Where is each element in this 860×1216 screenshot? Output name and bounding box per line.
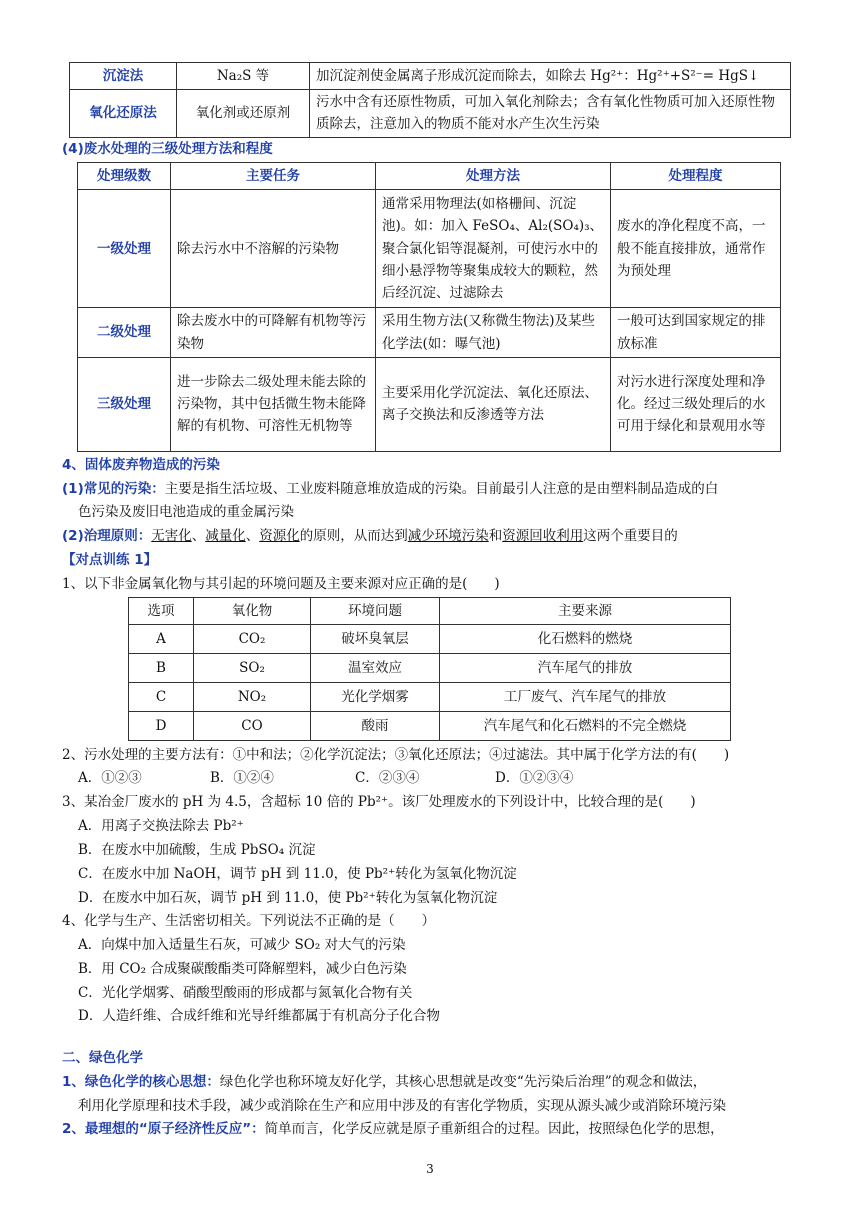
task-cell: 除去污水中不溶解的污染物	[171, 190, 376, 308]
paragraph	[62, 479, 718, 499]
paragraph-text: 绿色化学也称环境友好化学，其核心思想就是改变“先污染后治理”的观念和做法，	[219, 1074, 707, 1090]
task-cell: 除去废水中的可降解有机物等污染物	[171, 308, 376, 358]
question-stem: 1、以下非金属氧化物与其引起的环境问题及主要来源对应正确的是( )	[62, 576, 500, 592]
table-cell: NO₂	[194, 683, 311, 712]
text-span: 和	[488, 528, 503, 544]
option-a: A．用离子交换法除去 Pb²⁺	[78, 818, 244, 834]
option-a: A．向煤中加入适量生石灰，可减少 SO₂ 对大气的污染	[78, 937, 406, 953]
desc-cell: 污水中含有还原性物质，可加入氧化剂除去；含有氧化性物质可加入还原性物质除去，注意加入的物质不能对水产生次生污染	[310, 90, 791, 138]
method-cell: 采用生物方法(又称微生物法)及某些化学法(如：曝气池)	[376, 308, 611, 358]
option-a: A．①②③	[78, 770, 142, 786]
table-cell: 汽车尾气的排放	[440, 654, 731, 683]
section-heading: 二、绿色化学	[62, 1050, 143, 1066]
table-cell: SO₂	[194, 654, 311, 683]
training-heading: 【对点训练 1】	[62, 552, 158, 568]
table-cell: CO₂	[194, 625, 311, 654]
column-header: 主要任务	[171, 163, 376, 190]
degree-cell: 一般可达到国家规定的排放标准	[611, 308, 781, 358]
table-row	[78, 357, 781, 451]
table-cell: 化石燃料的燃烧	[440, 625, 731, 654]
option-b: B．用 CO₂ 合成聚碳酸酯类可降解塑料，减少白色污染	[78, 961, 407, 977]
question-table	[128, 597, 731, 741]
table-cell: CO	[194, 712, 311, 741]
table-cell: 工厂废气、汽车尾气的排放	[440, 683, 731, 712]
paragraph-continuation: 色污染及废旧电池造成的重金属污染	[78, 504, 294, 520]
table-row	[129, 625, 731, 654]
key-term: 减量化	[205, 528, 246, 544]
section-heading: (4)废水处理的三级处理方法和程度	[62, 141, 273, 157]
table-cell: B	[129, 654, 194, 683]
degree-cell: 对污水进行深度处理和净化。经过三级处理后的水可用于绿化和景观用水等	[611, 357, 781, 451]
table-cell: 破坏臭氧层	[311, 625, 440, 654]
task-cell: 进一步除去二级处理未能去除的污染物，其中包括微生物未能降解的有机物、可溶性无机物等	[171, 357, 376, 451]
desc-cell: 加沉淀剂使金属离子形成沉淀而除去，如除去 Hg²⁺：Hg²⁺+S²⁻= HgS↓	[310, 63, 791, 90]
table-cell: 光化学烟雾	[311, 683, 440, 712]
table-row	[129, 712, 731, 741]
option-d: D．在废水中加石灰，调节 pH 到 11.0，使 Pb²⁺转化为氢氧化物沉淀	[78, 890, 498, 906]
key-term: 资源回收利用	[502, 528, 584, 544]
table-row	[129, 654, 731, 683]
key-term: 无害化	[151, 528, 192, 544]
paragraph-label: (1)常见的污染：	[62, 481, 165, 497]
column-header: 处理级数	[78, 163, 171, 190]
table-row	[129, 683, 731, 712]
column-header: 处理方法	[376, 163, 611, 190]
option-c: C．在废水中加 NaOH，调节 pH 到 11.0，使 Pb²⁺转化为氢氧化物沉淀	[78, 866, 517, 882]
column-header: 氧化物	[194, 598, 311, 625]
option-c: C．光化学烟雾、硝酸型酸雨的形成都与氮氧化合物有关	[78, 985, 413, 1001]
level-cell: 一级处理	[78, 190, 171, 308]
table-cell: 汽车尾气和化石燃料的不完全燃烧	[440, 712, 731, 741]
paragraph-label: 1、绿色化学的核心思想：	[62, 1074, 220, 1090]
method-cell: 氧化还原法	[70, 90, 177, 138]
paragraph	[62, 1072, 706, 1092]
option-c: C．②③④	[355, 770, 420, 786]
three-level-treatment-table	[77, 162, 781, 452]
treatment-methods-table	[69, 62, 791, 138]
column-header: 选项	[129, 598, 194, 625]
method-cell: 通常采用物理法(如格栅间、沉淀池)。如：加入 FeSO₄、Al₂(SO₄)₃、聚合氯化铝等混凝剂，可使污水中的细小悬浮物等聚集成较大的颗粒，然后经沉淀、过滤除去	[376, 190, 611, 308]
paragraph-label: 2、最理想的“原子经济性反应”：	[62, 1121, 265, 1137]
paragraph-text: 主要是指生活垃圾、工业废料随意堆放造成的污染。目前最引人注意的是由塑料制品造成的白	[164, 481, 719, 497]
table-cell: 酸雨	[311, 712, 440, 741]
table-row	[78, 190, 781, 308]
level-cell: 三级处理	[78, 357, 171, 451]
agent-cell: 氧化剂或还原剂	[177, 90, 310, 138]
option-d: D．人造纤维、合成纤维和光导纤维都属于有机高分子化合物	[78, 1008, 440, 1024]
text-span: 这两个重要目的	[583, 528, 678, 544]
table-cell: C	[129, 683, 194, 712]
paragraph-continuation: 利用化学原理和技术手段，减少或消除在生产和应用中涉及的有害化学物质，实现从源头减少或消除环境污染	[78, 1098, 726, 1114]
question-stem: 4、化学与生产、生活密切相关。下列说法不正确的是（ ）	[62, 913, 436, 929]
column-header: 环境问题	[311, 598, 440, 625]
text-span: 、	[245, 528, 260, 544]
table-row	[70, 90, 791, 138]
table-row	[78, 308, 781, 358]
column-header: 主要来源	[440, 598, 731, 625]
table-cell: D	[129, 712, 194, 741]
option-d: D．①②③④	[495, 770, 574, 786]
table-header-row	[78, 163, 781, 190]
paragraph-text: 简单而言，化学反应就是原子重新组合的过程。因此，按照绿色化学的思想，	[264, 1121, 724, 1137]
key-term: 资源化	[259, 528, 300, 544]
question-stem: 3、某冶金厂废水的 pH 为 4.5，含超标 10 倍的 Pb²⁺。该厂处理废水的下列设计中，比较合理的是( )	[62, 794, 696, 810]
option-b: B．在废水中加硫酸，生成 PbSO₄ 沉淀	[78, 842, 316, 858]
level-cell: 二级处理	[78, 308, 171, 358]
column-header: 处理程度	[611, 163, 781, 190]
option-b: B．①②④	[210, 770, 274, 786]
key-term: 减少环境污染	[407, 528, 489, 544]
paragraph-label: (2)治理原则：	[62, 528, 152, 544]
question-stem: 2、污水处理的主要方法有：①中和法；②化学沉淀法；③氧化还原法；④过滤法。其中属于化学方法的有( )	[62, 747, 730, 763]
method-cell: 沉淀法	[70, 63, 177, 90]
table-row	[70, 63, 791, 90]
text-span: 的原则，从而达到	[299, 528, 408, 544]
method-cell: 主要采用化学沉淀法、氧化还原法、离子交换法和反渗透等方法	[376, 357, 611, 451]
page-number: 3	[426, 1162, 434, 1176]
degree-cell: 废水的净化程度不高，一般不能直接排放，通常作为预处理	[611, 190, 781, 308]
agent-cell: Na₂S 等	[177, 63, 310, 90]
section-heading: 4、固体废弃物造成的污染	[62, 457, 220, 473]
table-cell: A	[129, 625, 194, 654]
paragraph	[62, 526, 678, 546]
table-header-row	[129, 598, 731, 625]
text-span: 、	[191, 528, 206, 544]
paragraph	[62, 1119, 724, 1139]
table-cell: 温室效应	[311, 654, 440, 683]
